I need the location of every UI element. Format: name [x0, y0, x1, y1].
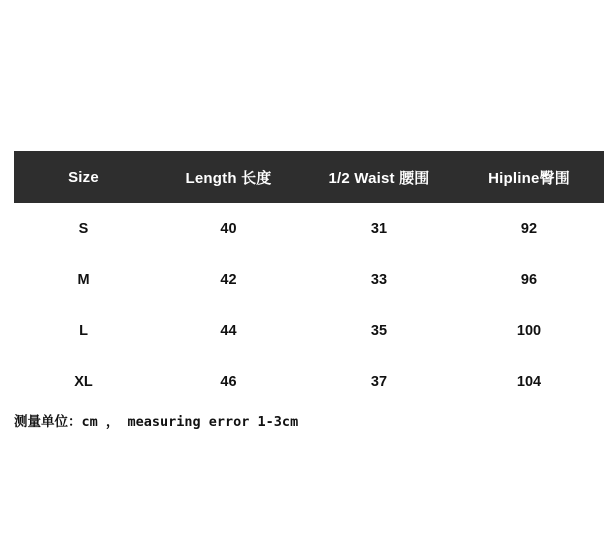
table-row — [14, 305, 604, 356]
cell-waist: 33 — [304, 254, 454, 305]
cell-size: S — [14, 203, 153, 254]
cell-hipline: 100 — [454, 305, 604, 356]
cell-length: 40 — [153, 203, 304, 254]
cell-hipline: 92 — [454, 203, 604, 254]
cell-size: M — [14, 254, 153, 305]
column-header-hipline: Hipline臀围 — [488, 169, 570, 187]
table-row — [14, 356, 604, 407]
column-header-size: Size — [68, 168, 99, 186]
column-header-length: Length 长度 — [185, 169, 272, 187]
cell-length: 42 — [153, 254, 304, 305]
table-body — [14, 203, 604, 407]
column-header-waist: 1/2 Waist 腰围 — [328, 169, 430, 187]
cell-waist: 37 — [304, 356, 454, 407]
table-row — [14, 203, 604, 254]
table-header-row — [14, 151, 604, 203]
cell-length: 46 — [153, 356, 304, 407]
measurement-note: 测量单位：cm ， measuring error 1-3cm — [14, 414, 299, 430]
cell-hipline: 96 — [454, 254, 604, 305]
table-row — [14, 254, 604, 305]
table-header — [14, 151, 604, 203]
cell-waist: 31 — [304, 203, 454, 254]
cell-size: L — [14, 305, 153, 356]
cell-waist: 35 — [304, 305, 454, 356]
cell-hipline: 104 — [454, 356, 604, 407]
cell-size: XL — [14, 356, 153, 407]
size-chart-table — [14, 151, 604, 407]
cell-length: 44 — [153, 305, 304, 356]
